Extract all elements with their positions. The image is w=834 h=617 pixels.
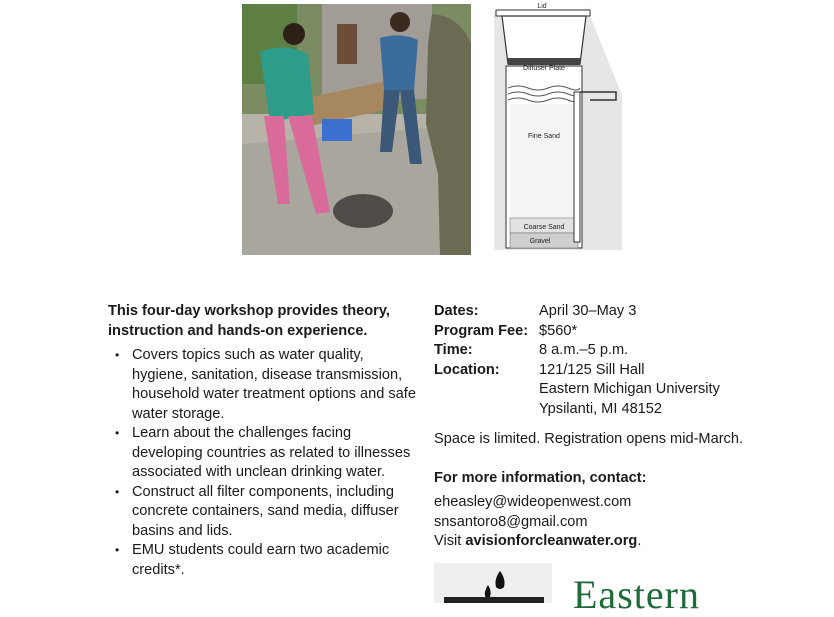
topic-list [112, 346, 418, 580]
fee-value: $560* [539, 322, 578, 339]
list-item: • Construct all filter components, including concrete containers, sand media, diffuser basins and lids. [112, 483, 418, 542]
workshop-photo [242, 4, 471, 255]
contact-heading: For more information, contact: [434, 470, 647, 486]
time-label: Time: [434, 342, 473, 358]
event-details [434, 302, 720, 419]
location-label: Location: [434, 361, 500, 378]
filter-logo [434, 563, 552, 603]
website-line [434, 532, 641, 552]
website-suffix: . [637, 533, 642, 549]
label-fine-sand: Fine Sand [528, 133, 560, 140]
list-item: • Covers topics such as water quality, hygiene, sanitation, disease transmission, household water treatment options and safe water storage. [112, 346, 418, 424]
email-link[interactable]: snsantoro8@gmail.com [434, 513, 588, 530]
email-link[interactable]: eheasley@wideopenwest.com [434, 494, 632, 510]
label-lid: Lid [537, 3, 547, 10]
list-item: • EMU students could earn two academic credits*. [112, 541, 418, 580]
location-value [539, 361, 720, 420]
university-wordmark: Eastern [573, 572, 700, 617]
label-coarse-sand: Coarse Sand [523, 224, 565, 231]
location-line: Eastern Michigan University [539, 381, 720, 397]
space-note: Space is limited. Registration opens mid-March. [434, 431, 744, 447]
website-link[interactable]: avisionforcleanwater.org [465, 533, 638, 549]
time-value: 8 a.m.–5 p.m. [539, 342, 629, 358]
fee-label: Program Fee: [434, 322, 529, 339]
biosand-filter-diagram [492, 0, 624, 256]
dates-label: Dates: [434, 303, 479, 319]
water-drop-icon [485, 585, 491, 598]
label-diffuser-plate: Diffuser Plate [523, 65, 565, 72]
list-item: • Learn about the challenges facing developing countries as related to illnesses associated with unclean drinking water. [112, 424, 418, 483]
dates-value: April 30–May 3 [539, 303, 637, 319]
visit-prefix: Visit [434, 533, 466, 549]
contact-list [434, 493, 641, 552]
location-line: 121/125 Sill Hall [539, 361, 645, 378]
location-line: Ypsilanti, MI 48152 [539, 400, 663, 417]
workshop-lead: This four-day workshop provides theory, instruction and hands-on experience. [108, 303, 390, 339]
label-gravel: Gravel [529, 238, 551, 245]
water-drop-icon [496, 571, 505, 589]
